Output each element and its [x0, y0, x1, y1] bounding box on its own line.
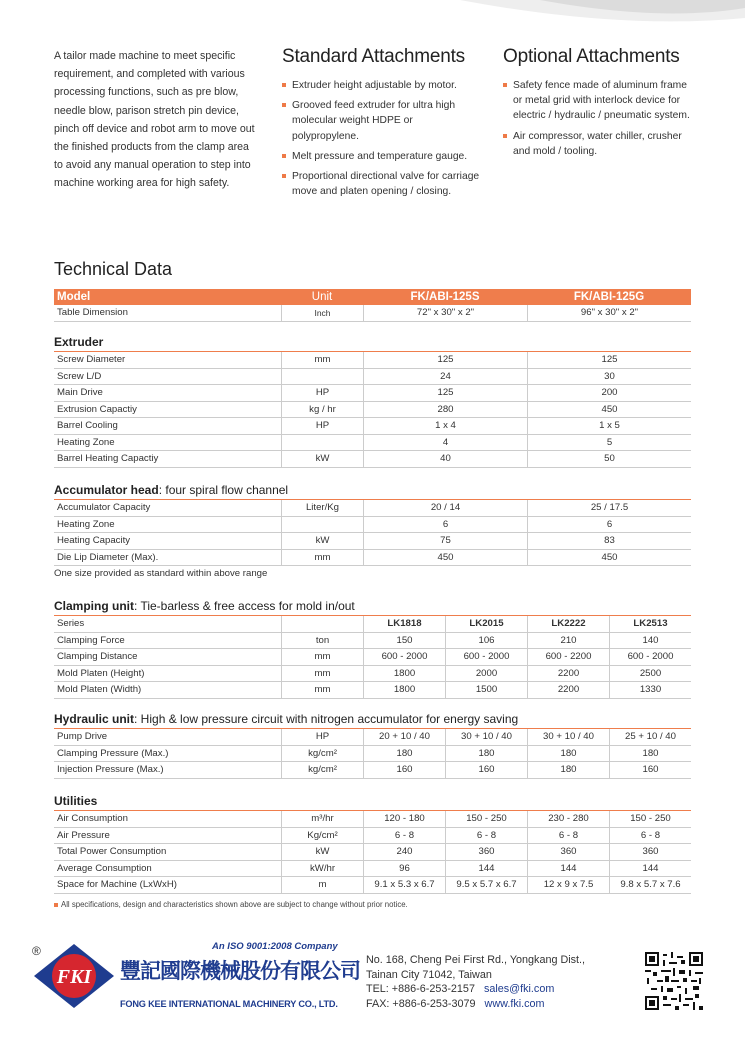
standard-item: Melt pressure and temperature gauge.	[282, 149, 482, 164]
email-link[interactable]: sales@fki.com	[483, 983, 555, 996]
row-unit	[281, 435, 363, 451]
row-value: 106	[445, 633, 527, 649]
optional-item: Safety fence made of aluminum frame or metal grid with interlock device for electric / hydraulic / pneumatic system.	[503, 78, 698, 124]
row-unit: kW/hr	[281, 861, 363, 877]
row-label: Clamping Distance	[57, 651, 138, 663]
row-value: 230 - 280	[527, 811, 609, 827]
row-value: 1 x 4	[363, 418, 527, 434]
table-row	[54, 352, 691, 369]
table-row	[54, 633, 691, 650]
row-value: 24	[363, 369, 527, 385]
table-row	[54, 682, 691, 699]
qr-code-icon[interactable]	[645, 952, 703, 1010]
row-value: 200	[527, 385, 691, 401]
row-label: Heating Zone	[57, 436, 115, 448]
row-value: 150	[363, 633, 445, 649]
row-unit: HP	[281, 729, 363, 745]
row-value: 160	[445, 762, 527, 778]
row-label: Space for Machine (LxWxH)	[57, 879, 177, 891]
model-2-header: FK/ABI-125G	[573, 291, 645, 303]
row-value: 6 - 8	[445, 828, 527, 844]
row-label: Accumulator Capacity	[57, 502, 151, 514]
company-chinese-name: 豐記國際機械股份有限公司	[120, 960, 360, 983]
row-value: 25 / 17.5	[527, 500, 691, 516]
clamping-section	[54, 596, 691, 699]
row-value: 125	[363, 385, 527, 401]
registered-mark: ®	[32, 944, 41, 958]
table-row	[54, 517, 691, 534]
row-value: LK2015	[445, 616, 527, 632]
row-unit: Liter/Kg	[281, 500, 363, 516]
row-value: 40	[363, 451, 527, 467]
row-label: Barrel Heating Capactiy	[57, 453, 159, 465]
standard-item: Proportional directional valve for carriage move and platen opening / closing.	[282, 169, 482, 199]
accumulator-note: One size provided as standard within above range	[54, 568, 268, 579]
row-value: 150 - 250	[445, 811, 527, 827]
row-value: 2200	[527, 682, 609, 698]
row-value: LK1818	[363, 616, 445, 632]
row-unit: kg / hr	[281, 402, 363, 418]
row-value: 9.1 x 5.3 x 6.7	[363, 877, 445, 893]
row-label: Heating Zone	[57, 518, 115, 530]
row-value: 180	[363, 746, 445, 762]
row-unit	[281, 369, 363, 385]
row-value: 144	[609, 861, 691, 877]
table-row	[54, 500, 691, 517]
row-unit: mm	[281, 666, 363, 682]
optional-item: Air compressor, water chiller, crusher and mold / tooling.	[503, 129, 698, 159]
row-value: 6 - 8	[527, 828, 609, 844]
row-value: LK2513	[609, 616, 691, 632]
row-label: Average Consumption	[57, 862, 152, 874]
row-label: Pump Drive	[57, 731, 108, 743]
unit-header: Unit	[311, 291, 333, 303]
row-value: 600 - 2000	[445, 649, 527, 665]
row-unit	[281, 616, 363, 632]
row-value: 50	[527, 451, 691, 467]
table-row: Table Dimension Inch 72" x 30" x 2" 96" x 30" x 2"	[54, 305, 691, 322]
extruder-section	[54, 332, 691, 468]
row-value: 6	[363, 517, 527, 533]
table-row	[54, 550, 691, 567]
table-row	[54, 861, 691, 878]
row-value: 280	[363, 402, 527, 418]
row-value: 600 - 2000	[609, 649, 691, 665]
row-value: 20 + 10 / 40	[363, 729, 445, 745]
spec-table-header	[54, 289, 691, 322]
table-row	[54, 877, 691, 894]
row-unit: m³/hr	[281, 811, 363, 827]
row-unit: kg/cm²	[281, 746, 363, 762]
row-value: 120 - 180	[363, 811, 445, 827]
row-value: 125	[363, 352, 527, 368]
table-row	[54, 649, 691, 666]
row-unit: kg/cm²	[281, 762, 363, 778]
table-row	[54, 435, 691, 452]
standard-attachments-title: Standard Attachments	[282, 46, 465, 67]
section-title: Clamping unit : Tie-barless & free access for mold in/out	[54, 596, 691, 616]
row-unit: HP	[281, 385, 363, 401]
row-value: 20 / 14	[363, 500, 527, 516]
disclaimer-note: All specifications, design and characteristics shown above are subject to change without prior notice.	[54, 900, 408, 909]
row-value: 360	[609, 844, 691, 860]
row-value: 2500	[609, 666, 691, 682]
standard-item: Extruder height adjustable by motor.	[282, 78, 482, 93]
fki-logo-icon	[30, 940, 118, 1012]
section-title: Extruder	[54, 332, 691, 352]
row-label: Air Consumption	[57, 813, 128, 825]
company-english-name: FONG KEE INTERNATIONAL MACHINERY CO., LTD.	[120, 999, 338, 1009]
table-row	[54, 385, 691, 402]
table-row	[54, 729, 691, 746]
row-value: 360	[527, 844, 609, 860]
table-row	[54, 828, 691, 845]
table-row	[54, 616, 691, 633]
row-label: Total Power Consumption	[57, 846, 167, 858]
table-header-row	[54, 289, 691, 305]
row-value: 83	[527, 533, 691, 549]
technical-data-title: Technical Data	[54, 259, 173, 279]
iso-tagline: An ISO 9001:2008 Company	[212, 941, 338, 952]
model-header: Model	[57, 291, 91, 303]
row-value: 150 - 250	[609, 811, 691, 827]
address-line-1: No. 168, Cheng Pei First Rd., Yongkang Dist.,	[366, 954, 586, 966]
standard-attachments	[282, 46, 482, 204]
row-value: 450	[527, 402, 691, 418]
telephone: TEL: +886-6-253-2157	[366, 983, 475, 996]
row-label: Clamping Force	[57, 634, 125, 646]
row-value: 180	[609, 746, 691, 762]
table-row	[54, 533, 691, 550]
row-label: Series	[57, 618, 85, 630]
row-value: 9.5 x 5.7 x 6.7	[445, 877, 527, 893]
contact-block	[366, 953, 585, 1012]
row-value: 6	[527, 517, 691, 533]
section-title: Accumulator head : four spiral flow channel	[54, 480, 691, 500]
optional-attachments	[503, 46, 698, 164]
table-row	[54, 762, 691, 779]
row-value: LK2222	[527, 616, 609, 632]
row-unit: kW	[281, 844, 363, 860]
table-row	[54, 369, 691, 386]
table-row	[54, 666, 691, 683]
row-value: 1330	[609, 682, 691, 698]
section-title: Hydraulic unit : High & low pressure circuit with nitrogen accumulator for energy saving	[54, 709, 691, 729]
row-value: 160	[363, 762, 445, 778]
row-value: 144	[527, 861, 609, 877]
row-label: Clamping Pressure (Max.)	[57, 747, 169, 759]
row-value: 5	[527, 435, 691, 451]
row-value: 25 + 10 / 40	[609, 729, 691, 745]
row-value: 30	[527, 369, 691, 385]
row-value: 600 - 2000	[363, 649, 445, 665]
logo-text: FKI	[56, 966, 92, 988]
row-value: 1500	[445, 682, 527, 698]
row-value: 1800	[363, 682, 445, 698]
website-link[interactable]: www.fki.com	[484, 998, 545, 1011]
row-value: 180	[527, 762, 609, 778]
row-value: 1800	[363, 666, 445, 682]
row-value: 360	[445, 844, 527, 860]
address-line-2: Tainan City 71042, Taiwan	[366, 968, 492, 981]
table-row	[54, 402, 691, 419]
standard-item: Grooved feed extruder for ultra high molecular weight HDPE or polypropylene.	[282, 98, 482, 144]
row-value: 30 + 10 / 40	[527, 729, 609, 745]
row-unit: m	[281, 877, 363, 893]
table-row	[54, 418, 691, 435]
row-value: 2200	[527, 666, 609, 682]
row-value: 240	[363, 844, 445, 860]
row-label: Die Lip Diameter (Max).	[57, 551, 159, 563]
row-unit: kW	[281, 533, 363, 549]
row-value: 450	[527, 550, 691, 566]
row-value: 75	[363, 533, 527, 549]
row-unit: mm	[281, 352, 363, 368]
row-label: Mold Platen (Height)	[57, 667, 145, 679]
table-row	[54, 451, 691, 468]
row-value: 2000	[445, 666, 527, 682]
table-row	[54, 746, 691, 763]
model-1-header: FK/ABI-125S	[410, 291, 480, 303]
row-label: Injection Pressure (Max.)	[57, 764, 164, 776]
row-value: 9.8 x 5.7 x 7.6	[609, 877, 691, 893]
row-label: Extrusion Capactiy	[57, 403, 137, 415]
row-value: 144	[445, 861, 527, 877]
table-row	[54, 844, 691, 861]
row-value: 140	[609, 633, 691, 649]
row-unit	[281, 517, 363, 533]
row-value: 6 - 8	[363, 828, 445, 844]
row-value: 30 + 10 / 40	[445, 729, 527, 745]
row-value: 96	[363, 861, 445, 877]
row-value: 12 x 9 x 7.5	[527, 877, 609, 893]
row-value: 210	[527, 633, 609, 649]
row-value: 160	[609, 762, 691, 778]
row-value: 125	[527, 352, 691, 368]
row-label: Main Drive	[57, 387, 103, 399]
row-label: Heating Capacity	[57, 535, 131, 547]
fax: FAX: +886-6-253-3079	[366, 998, 476, 1011]
row-unit: mm	[281, 649, 363, 665]
row-value: 4	[363, 435, 527, 451]
utilities-section	[54, 791, 691, 894]
row-label: Screw L/D	[57, 370, 102, 382]
row-label: Mold Platen (Width)	[57, 684, 142, 696]
row-label: Air Pressure	[57, 829, 110, 841]
row-unit: ton	[281, 633, 363, 649]
row-value: 1 x 5	[527, 418, 691, 434]
row-unit: Kg/cm²	[281, 828, 363, 844]
row-value: 180	[445, 746, 527, 762]
hydraulic-section	[54, 709, 691, 779]
row-value: 180	[527, 746, 609, 762]
row-label: Barrel Cooling	[57, 420, 118, 432]
accumulator-section	[54, 480, 691, 582]
row-unit: kW	[281, 451, 363, 467]
row-value: 600 - 2200	[527, 649, 609, 665]
optional-attachments-title: Optional Attachments	[503, 46, 680, 67]
row-label: Screw Diameter	[57, 354, 126, 366]
row-unit: mm	[281, 682, 363, 698]
intro-paragraph: A tailor made machine to meet specific requirement, and completed with various processing functions, such as pre blow, needle blow, parison stretch pin device, pinch off device and robot arm to move out the finished products from the clamp area to avoid any manual operation to step into machine working area for high safety.	[54, 50, 255, 190]
row-unit: mm	[281, 550, 363, 566]
table-row	[54, 811, 691, 828]
row-value: 6 - 8	[609, 828, 691, 844]
row-unit: HP	[281, 418, 363, 434]
section-title: Utilities	[54, 791, 691, 811]
row-value: 450	[363, 550, 527, 566]
